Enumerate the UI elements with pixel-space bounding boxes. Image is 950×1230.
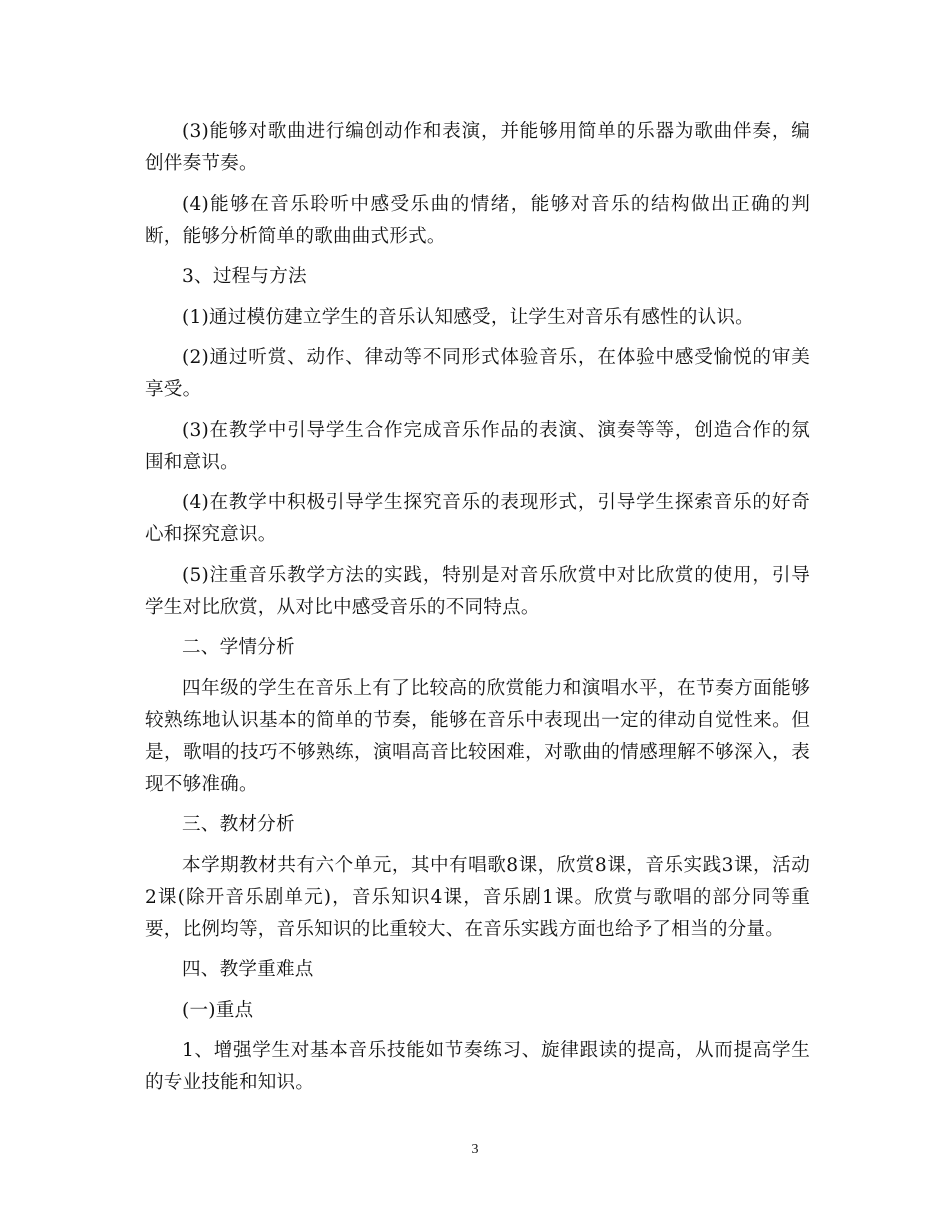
heading-student-analysis: 二、学情分析 <box>182 637 295 658</box>
paragraph-method-3: (3)在教学中引导学生合作完成音乐作品的表演、演奏等等，创造合作的氛围和意识。 <box>145 419 810 473</box>
heading-key-points: (一)重点 <box>182 999 254 1021</box>
document-body <box>145 116 810 1108</box>
paragraph-method-1: (1)通过模仿建立学生的音乐认知感受，让学生对音乐有感性的认识。 <box>182 306 754 328</box>
paragraph-method-5: (5)注重音乐教学方法的实践，特别是对音乐欣赏中对比欣赏的使用，引导学生对比欣赏，从对比中感受音乐的不同特点。 <box>145 564 810 618</box>
paragraph-objective-3: (3)能够对歌曲进行编创动作和表演，并能够用简单的乐器为歌曲伴奏，编创伴奏节奏。 <box>145 121 810 174</box>
paragraph-textbook-analysis: 本学期教材共有六个单元，其中有唱歌8课，欣赏8课，音乐实践3课，活动2课(除开音乐剧单元)，音乐知识4课，音乐剧1课。欣赏与歌唱的部分同等重要，比例均等，音乐知识的比重较大、在音乐实践方面也给予了相当的分量。 <box>145 854 810 940</box>
paragraph-key-point-1: 1、增强学生对基本音乐技能如节奏练习、旋律跟读的提高，从而提高学生的专业技能和知识。 <box>145 1040 810 1093</box>
paragraph-method-4: (4)在教学中积极引导学生探究音乐的表现形式，引导学生探索音乐的好奇心和探究意识。 <box>145 492 810 545</box>
heading-process-and-method: 3、过程与方法 <box>182 266 307 287</box>
paragraph-objective-4: (4)能够在音乐聆听中感受乐曲的情绪，能够对音乐的结构做出正确的判断，能够分析简单的歌曲曲式形式。 <box>145 193 810 247</box>
page-number: 3 <box>471 1142 479 1157</box>
paragraph-method-2: (2)通过听赏、动作、律动等不同形式体验音乐，在体验中感受愉悦的审美享受。 <box>145 347 810 400</box>
heading-textbook-analysis: 三、教材分析 <box>182 814 295 835</box>
heading-key-difficult-points: 四、教学重难点 <box>182 959 314 980</box>
paragraph-student-analysis: 四年级的学生在音乐上有了比较高的欣赏能力和演唱水平，在节奏方面能够较熟练地认识基本的简单的节奏，能够在音乐中表现出一定的律动自觉性来。但是，歌唱的技巧不够熟练，演唱高音比较困难，对歌曲的情感理解不够深入，表现不够准确。 <box>145 677 810 795</box>
